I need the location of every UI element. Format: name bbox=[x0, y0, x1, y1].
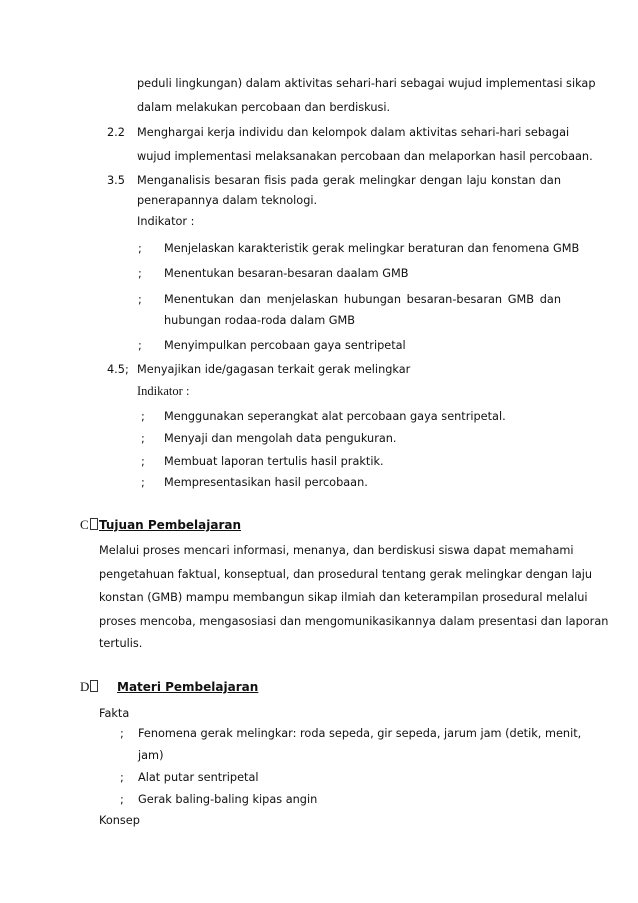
kd-text-line: Menghargai kerja individu dan kelompok dalam aktivitas sehari-hari sebagai bbox=[137, 126, 570, 139]
list-item: Menyimpulkan percobaan gaya sentripetal bbox=[164, 339, 406, 352]
indikator-label: Indikator : bbox=[137, 384, 190, 398]
fakta-label: Fakta bbox=[99, 707, 130, 720]
list-item-continuation: hubungan rodaa-roda dalam GMB bbox=[164, 314, 356, 327]
list-item: Gerak baling-baling kipas angin bbox=[138, 793, 318, 806]
paragraph-line: peduli lingkungan) dalam aktivitas sehari-hari sebagai wujud implementasi sikap bbox=[137, 77, 596, 90]
kd-text-line: wujud implementasi melaksanakan percobaan dan melaporkan hasil percobaan. bbox=[137, 150, 593, 163]
konsep-label: Konsep bbox=[99, 814, 140, 827]
bullet: ; bbox=[138, 242, 142, 255]
section-letter: D bbox=[80, 679, 98, 695]
list-item: Menjelaskan karakteristik gerak melingkar beraturan dan fenomena GMB bbox=[164, 242, 580, 255]
kd-number: 4.5; bbox=[107, 363, 129, 376]
list-item: Membuat laporan tertulis hasil praktik. bbox=[164, 455, 384, 468]
paragraph-line: konstan (GMB) mampu membangun sikap ilmiah dan keterampilan prosedural melalui bbox=[99, 591, 588, 604]
paragraph-line: dalam melakukan percobaan dan berdiskusi. bbox=[137, 101, 391, 114]
bullet: ; bbox=[141, 476, 145, 489]
bullet: ; bbox=[138, 339, 142, 352]
section-title: Tujuan Pembelajaran bbox=[99, 518, 242, 532]
list-item: Alat putar sentripetal bbox=[138, 771, 259, 784]
list-item: Menentukan dan menjelaskan hubungan besaran-besaran GMB dan bbox=[164, 293, 561, 306]
missing-glyph-icon bbox=[90, 680, 98, 692]
paragraph-line: Melalui proses mencari informasi, menanya, dan berdiskusi siswa dapat memahami bbox=[99, 544, 574, 557]
paragraph-line: pengetahuan faktual, konseptual, dan prosedural tentang gerak melingkar dengan laju bbox=[99, 568, 593, 581]
list-item: Fenomena gerak melingkar: roda sepeda, gir sepeda, jarum jam (detik, menit, bbox=[138, 727, 582, 740]
list-item: Menggunakan seperangkat alat percobaan gaya sentripetal. bbox=[164, 410, 506, 423]
indikator-label: Indikator : bbox=[137, 215, 195, 228]
bullet: ; bbox=[120, 793, 124, 806]
kd-number: 2.2 bbox=[107, 126, 125, 139]
list-item-continuation: jam) bbox=[138, 749, 164, 762]
list-item: Menyaji dan mengolah data pengukuran. bbox=[164, 432, 397, 445]
list-item: Mempresentasikan hasil percobaan. bbox=[164, 476, 368, 489]
kd-number: 3.5 bbox=[107, 174, 125, 187]
bullet: ; bbox=[141, 432, 145, 445]
paragraph-line: proses mencoba, mengasosiasi dan mengomunikasikannya dalam presentasi dan laporan bbox=[99, 615, 609, 628]
bullet: ; bbox=[138, 267, 142, 280]
bullet: ; bbox=[141, 455, 145, 468]
section-letter: C bbox=[80, 517, 98, 533]
kd-text-line: Menyajikan ide/gagasan terkait gerak melingkar bbox=[137, 363, 411, 376]
bullet: ; bbox=[120, 727, 124, 740]
bullet: ; bbox=[141, 410, 145, 423]
kd-text-line: Menganalisis besaran fisis pada gerak melingkar dengan laju konstan dan bbox=[137, 174, 561, 187]
missing-glyph-icon bbox=[90, 518, 98, 530]
list-item: Menentukan besaran-besaran daalam GMB bbox=[164, 267, 409, 280]
bullet: ; bbox=[138, 293, 142, 306]
section-title: Materi Pembelajaran bbox=[117, 680, 259, 694]
bullet: ; bbox=[120, 771, 124, 784]
kd-text-line: penerapannya dalam teknologi. bbox=[137, 194, 318, 207]
paragraph-line: tertulis. bbox=[99, 637, 143, 650]
